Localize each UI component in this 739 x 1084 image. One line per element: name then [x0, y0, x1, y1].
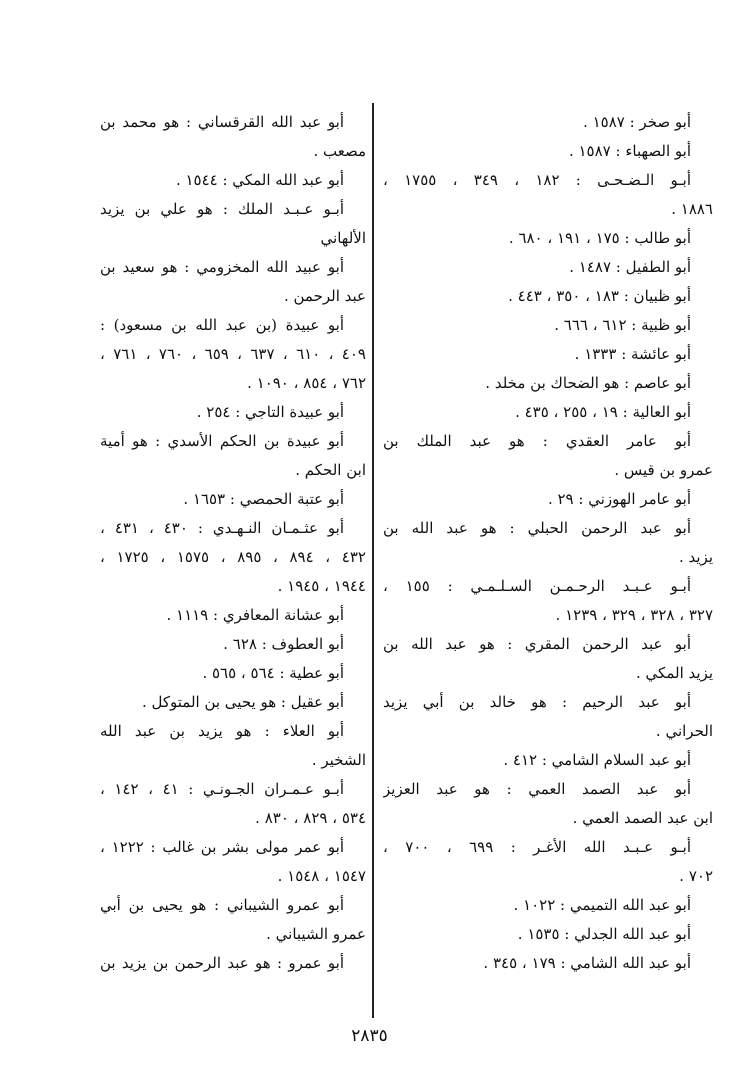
index-entry-line: أبو ظبية : ٦١٢ ، ٦٦٦ . [554, 316, 691, 334]
index-entry-line: ١٩٤٤ ، ١٩٤٥ . [277, 577, 366, 595]
index-entry-line: ٤٠٩ ، ٦١٠ ، ٦٣٧ ، ٦٥٩ ، ٧٦٠ ، ٧٦١ ، [100, 345, 366, 363]
index-entry-line: أبو عبيد الله المخزومي : هو سعيد بن [100, 258, 344, 276]
index-entry-line: أبو عمرو الشيباني : هو يحيى بن أبي [100, 896, 344, 914]
index-entry-line: أبو الطفيل : ١٤٨٧ . [569, 258, 691, 276]
index-entry-line: أبـو عـمـران الجـونـي : ٤١ ، ١٤٢ ، [100, 780, 344, 798]
index-entry-line: أبو عمرو : هو عبد الرحمن بن يزيد بن [100, 954, 344, 972]
index-column-left [100, 108, 366, 978]
index-entry-line: أبو عبد الرحمن المقري : هو عبد الله بن [383, 635, 691, 653]
index-entry-line: عبد الرحمن . [283, 287, 366, 305]
index-entry-line: أبو عامر العقدي : هو عبد الملك بن [383, 432, 691, 450]
index-entry-line: أبو عبيدة التاجي : ٢٥٤ . [196, 403, 344, 421]
index-entry-line: أبو ظبيان : ١٨٣ ، ٣٥٠ ، ٤٤٣ . [508, 287, 691, 305]
index-entry-line: أبو الصهباء : ١٥٨٧ . [568, 142, 691, 160]
index-entry-line: أبو عمر مولى بشر بن غالب : ١٢٢٢ ، [100, 838, 344, 856]
column-divider [372, 103, 374, 1018]
index-entry-line: عمرو الشيباني . [266, 925, 366, 943]
index-entry-line: ٧٠٢ . [679, 867, 713, 885]
index-entry-line: أبو عقيل : هو يحيى بن المتوكل . [141, 693, 344, 711]
index-entry-line: عمرو بن قيس . [614, 461, 713, 479]
index-entry-line: ابن عبد الصمد العمي . [572, 809, 713, 827]
index-entry-line: أبو صخر : ١٥٨٧ . [583, 113, 691, 131]
index-entry-line: أبو عبد الرحمن الحبلي : هو عبد الله بن [383, 519, 691, 537]
index-entry-line: أبو عبيدة بن الحكم الأسدي : هو أمية [100, 432, 344, 450]
index-entry-line: أبو عطية : ٥٦٤ ، ٥٦٥ . [202, 664, 344, 682]
index-entry-line: أبو طالب : ١٧٥ ، ١٩١ ، ٦٨٠ . [508, 229, 691, 247]
index-entry-line: أبـو الـضـحـى : ١٨٢ ، ٣٤٩ ، ١٧٥٥ ، [383, 171, 691, 189]
index-entry-line: ٤٣٢ ، ٨٩٤ ، ٨٩٥ ، ١٥٧٥ ، ١٧٢٥ ، [100, 548, 366, 566]
index-entry-line: أبو عتبة الحمصي : ١٦٥٣ . [183, 490, 344, 508]
index-entry-line: الشخير . [311, 751, 366, 769]
index-entry-line: مصعب . [313, 142, 366, 160]
index-entry-line: الألهاني [320, 229, 366, 247]
index-entry-line: أبو عبد الله المكي : ١٥٤٤ . [175, 171, 344, 189]
index-entry-line: أبو عبد السلام الشامي : ٤١٢ . [503, 751, 691, 769]
index-entry-line: أبو عامر الهوزني : ٢٩ . [547, 490, 691, 508]
index-entry-line: أبو عشانة المعافري : ١١١٩ . [166, 606, 344, 624]
index-entry-line: ٧٦٢ ، ٨٥٤ ، ١٠٩٠ . [247, 374, 366, 392]
index-entry-line: ٥٣٤ ، ٨٢٩ ، ٨٣٠ . [255, 809, 366, 827]
index-entry-line: ٣٢٧ ، ٣٢٨ ، ٣٢٩ ، ١٢٣٩ . [555, 606, 713, 624]
index-entry-line: يزيد المكي . [636, 664, 713, 682]
index-entry-line: أبو العلاء : هو يزيد بن عبد الله [100, 722, 344, 740]
index-entry-line: يزيد . [678, 548, 713, 566]
index-column-right [383, 108, 713, 978]
index-entry-line: أبو عاصم : هو الضحاك بن مخلد . [485, 374, 691, 392]
page-number: ٢٨٣٥ [351, 1026, 388, 1046]
index-entry-line: أبو عبيدة (بن عبد الله بن مسعود) : [100, 316, 344, 334]
index-entry-line: أبـو عـبـد الله الأغـر : ٦٩٩ ، ٧٠٠ ، [383, 838, 691, 856]
index-entry-line: أبو العالية : ١٩ ، ٢٥٥ ، ٤٣٥ . [515, 403, 691, 421]
index-entry-line: أبو عبد الله التميمي : ١٠٢٢ . [513, 896, 691, 914]
index-entry-line: أبو عثـمـان النـهـدي : ٤٣٠ ، ٤٣١ ، [100, 519, 345, 537]
index-entry-line: أبو عبد الله الشامي : ١٧٩ ، ٣٤٥ . [483, 954, 691, 972]
index-entry-line: أبـو عـبـد الرحـمـن السـلـمـي : ١٥٥ ، [383, 577, 691, 595]
index-entry-line: أبو عائشة : ١٣٣٣ . [574, 345, 691, 363]
index-entry-line: ١٥٤٧ ، ١٥٤٨ . [277, 867, 366, 885]
index-entry-line: الحراني . [655, 722, 713, 740]
index-entry-line: ١٨٨٦ . [671, 200, 713, 218]
index-entry-line: أبو عبد الله الجدلي : ١٥٣٥ . [517, 925, 691, 943]
index-entry-line: أبو عبد الصمد العمي : هو عبد العزيز [383, 780, 691, 798]
index-entry-line: ابن الحكم . [295, 461, 366, 479]
index-entry-line: أبو عبد الرحيم : هو خالد بن أبي يزيد [383, 693, 691, 711]
index-entry-line: أبو عبد الله القرقساني : هو محمد بن [100, 113, 344, 131]
index-entry-line: أبو العطوف : ٦٢٨ . [223, 635, 344, 653]
index-entry-line: أبـو عـبـد الملك : هو علي بن يزيد [100, 200, 344, 218]
